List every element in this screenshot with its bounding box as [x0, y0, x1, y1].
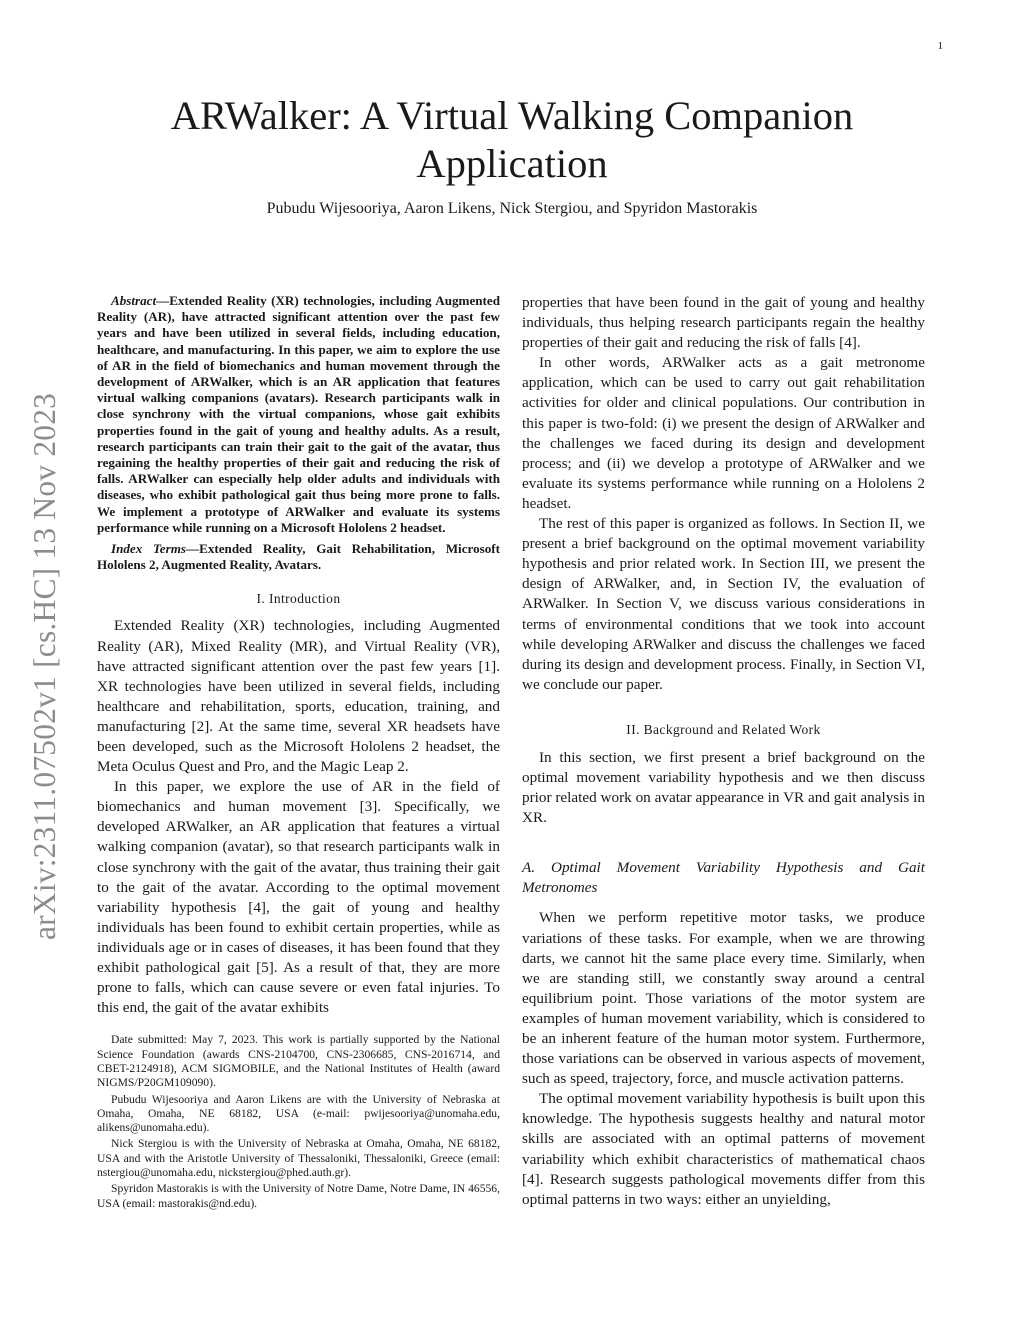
paper-title: ARWalker: A Virtual Walking Companion Application	[170, 93, 854, 186]
body-paragraph: The optimal movement variability hypothesis is built upon this knowledge. The hypothesis suggests healthy and natural motor skills are associated with an optimal patterns of movement variability which exhibit characteristics of mathematical chaos [4]. Research suggests pathological movements differ from this optimal patterns in two ways: either an unyielding,	[522, 1090, 925, 1208]
footnote: Pubudu Wijesooriya and Aaron Likens are with the University of Nebraska at Omaha, Omaha, NE 68182, USA (e-mail: pwijesooriya@unomaha.edu, alikens@unomaha.edu).	[97, 1092, 500, 1135]
footnote: Date submitted: May 7, 2023. This work is partially supported by the National Science Foundation (awards CNS-2104700, CNS-2306685, CNS-2016714, and CBET-2124918), ACM SIGMOBILE, and the National Institutes of Health (award NIGMS/P20GM109090).	[97, 1033, 500, 1090]
footnote: Nick Stergiou is with the University of Nebraska at Omaha, Omaha, NE 68182, USA and with the Aristotle University of Thessaloniki, Thessaloniki, Greece (email: nstergiou@unomaha.edu, nickstergiou@phed.auth.gr).	[97, 1137, 500, 1179]
body-paragraph: The rest of this paper is organized as follows. In Section II, we present a brief background on the optimal movement variability hypothesis and prior related work. In Section III, we present the design of ARWalker, and, in Section IV, the evaluation of ARWalker. In Section V, we discuss various considerations in terms of environmental conditions that we took into account while developing ARWalker and discuss the challenges we faced during its design and development process. Finally, in Section VI, we conclude our paper.	[522, 515, 925, 693]
subsection-heading-optimal-movement: A. Optimal Movement Variability Hypothesis and Gait Metronomes	[522, 859, 925, 897]
right-column	[522, 293, 925, 1210]
author-list: Pubudu Wijesooriya, Aaron Likens, Nick Stergiou, and Spyridon Mastorakis	[266, 200, 758, 217]
index-terms-text: —Extended Reality, Gait Rehabilitation, Microsoft Hololens 2, Augmented Reality, Avatars.	[97, 541, 500, 573]
body-paragraph: Extended Reality (XR) technologies, including Augmented Reality (AR), Mixed Reality (MR), and Virtual Reality (VR), have attracted significant attention over the past few years [1]. XR technologies have been utilized in several fields, including healthcare and rehabilitation, sports, education, training, and manufacturing [2]. At the same time, several XR headsets have been developed, such as the Microsoft Hololens 2 headset, the Meta Oculus Quest and Pro, and the Magic Leap 2.	[97, 617, 500, 776]
index-terms	[97, 541, 500, 573]
footnotes	[97, 1033, 500, 1211]
index-terms-label: Index Terms	[111, 541, 186, 557]
body-paragraph: In this paper, we explore the use of AR in the field of biomechanics and human movement [3]. Specifically, we developed ARWalker, an AR application that features a virtual walking companion (avatar), so that research participants walk in close synchrony with the gait of the avatar, thus training their gait to the gait of the avatar. According to the optimal movement variability hypothesis [4], the gait of young and healthy individuals has been found to exhibit certain properties, while as individuals age or in cases of diseases, it has been found that they exhibit pathological gait [5]. As a result of that, they are more prone to falls, which can cause severe or even fatal injuries. To this end, the gait of the avatar exhibits	[97, 778, 500, 1017]
abstract	[97, 293, 500, 536]
section-heading-introduction: I. Introduction	[256, 591, 341, 607]
body-paragraph: When we perform repetitive motor tasks, we produce variations of these tasks. For example, when we are throwing darts, we cannot hit the same place every time. Similarly, when we are standing still, we constantly sway around a central equilibrium point. Those variations of the motor system are examples of human movement variability, which is considered to be an inherent feature of the human motor system. Furthermore, those variations can be observed in various aspects of movement, such as speed, trajectory, force, and muscle activation patterns.	[522, 909, 925, 1088]
page-number: 1	[937, 40, 943, 52]
body-paragraph: In this section, we first present a brief background on the optimal movement variability hypothesis and we then discuss prior related work on avatar appearance in VR and gait analysis in XR.	[522, 748, 925, 827]
left-column	[97, 293, 500, 1213]
body-paragraph: properties that have been found in the gait of young and healthy individuals, thus helping research participants regain the healthy properties of their gait and reducing the risk of falls [4].	[522, 294, 925, 352]
arxiv-identifier-stamp: arXiv:2311.07502v1 [cs.HC] 13 Nov 2023	[27, 392, 62, 940]
section-heading-background: II. Background and Related Work	[626, 721, 821, 737]
body-paragraph: In other words, ARWalker acts as a gait metronome application, which can be used to carry out gait rehabilitation activities for older and clinical populations. Our contribution in this paper is two-fold: (i) we present the design of ARWalker and the challenges we faced during its design and development process; and (ii) we develop a prototype of ARWalker and we evaluate its systems performance while running on a Hololens 2 headset.	[522, 354, 925, 512]
abstract-text: —Extended Reality (XR) technologies, including Augmented Reality (AR), have attracted significant attention over the past few years and have been utilized in several fields, including education, healthcare, and manufacturing. In this paper, we aim to explore the use of AR in the field of biomechanics and human movement through the development of ARWalker, which is an AR application that features virtual walking companions (avatars). Research participants walk in close synchrony with the virtual companions, whose gait exhibits properties found in the gait of young and healthy adults. As a result, research participants can train their gait to the gait of the avatar, thus regaining the healthy properties of their gait and reducing the risk of falls. ARWalker can especially help older adults and individuals with diseases, who exhibit pathological gait thus being more prone to falls. We implement a prototype of ARWalker and evaluate its systems performance while running on a Microsoft Hololens 2 headset.	[97, 293, 500, 535]
abstract-label: Abstract	[111, 293, 157, 308]
footnote: Spyridon Mastorakis is with the University of Notre Dame, Notre Dame, IN 46556, USA (email: mastorakis@nd.edu).	[97, 1182, 500, 1210]
